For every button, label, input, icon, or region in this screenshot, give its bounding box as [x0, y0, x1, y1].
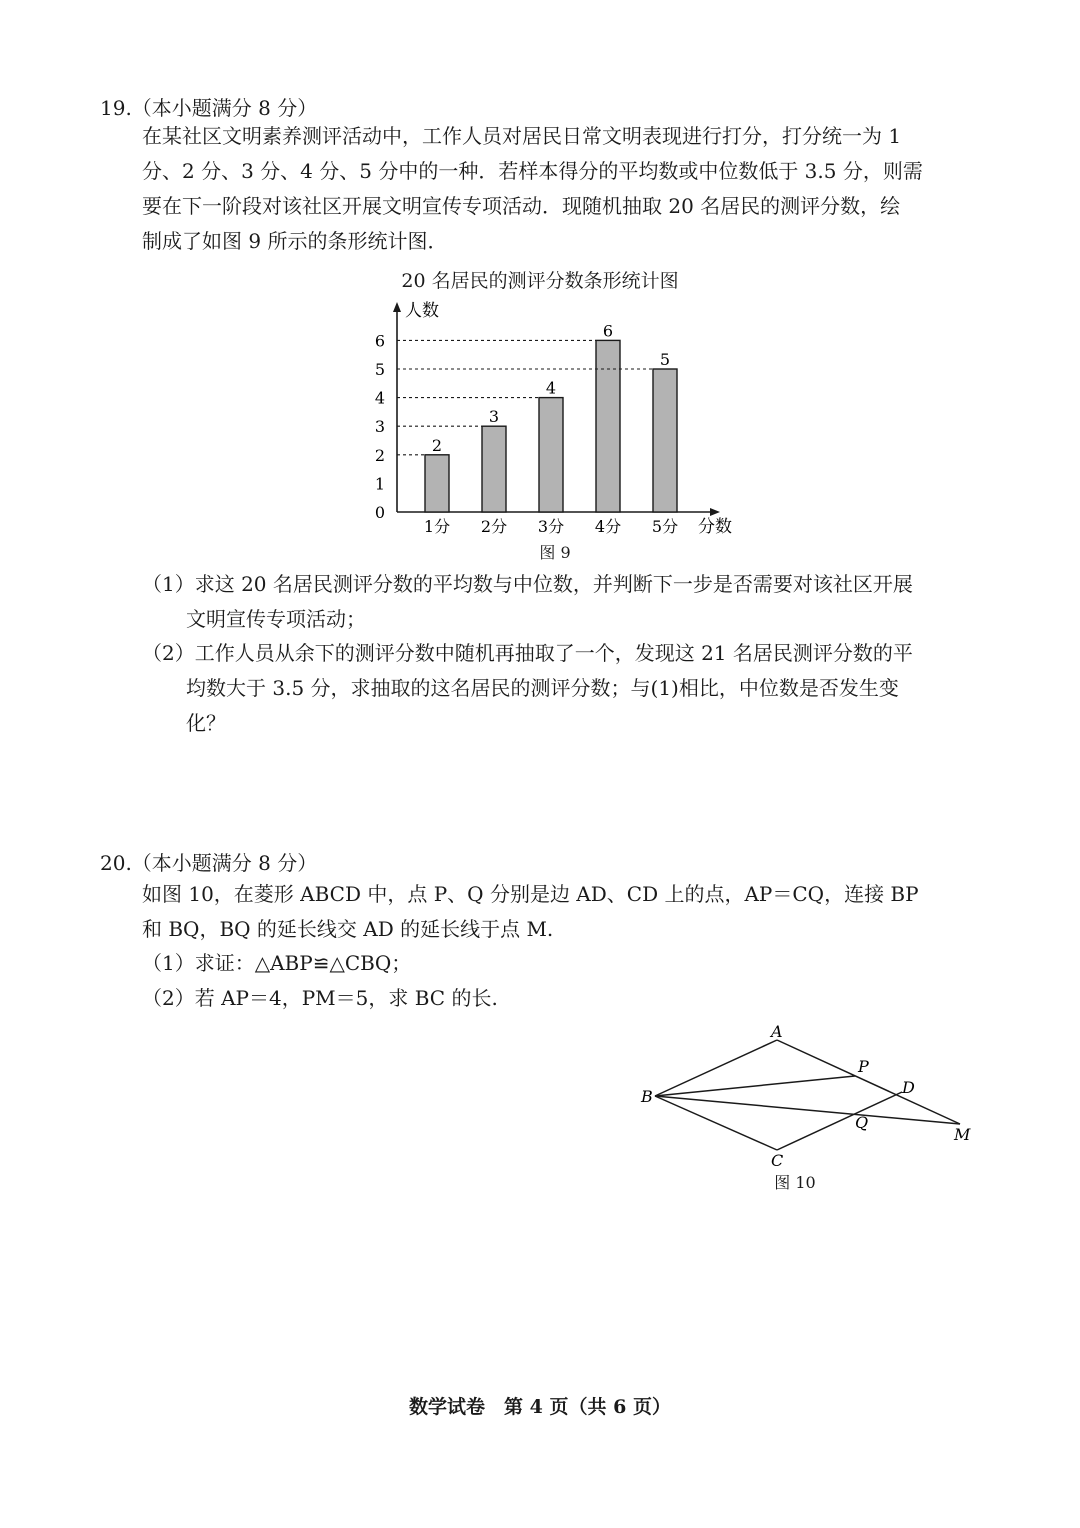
q20-parts [142, 946, 972, 1016]
chart-title: 20 名居民的测评分数条形统计图 [401, 270, 679, 292]
segment-cd [777, 1092, 902, 1150]
point-q-label: Q [855, 1113, 869, 1132]
bar-value-label: 3 [488, 407, 500, 427]
point-p-label: P [858, 1057, 869, 1076]
y-tick-label: 5 [374, 360, 386, 379]
q19-part1-line: 文明宣传专项活动； [186, 607, 366, 631]
bar-value-label: 4 [545, 378, 557, 398]
q19-line: 制成了如图 9 所示的条形统计图． [142, 229, 448, 253]
bar-value-label: 5 [659, 350, 671, 369]
x-tick-label: 2分 [480, 517, 508, 536]
bar [653, 369, 677, 512]
segment-bm [655, 1096, 960, 1124]
x-tick-label: 4分 [594, 517, 622, 536]
y-tick-label: 2 [374, 445, 386, 465]
y-tick-label: 0 [374, 503, 386, 522]
bar [482, 426, 506, 512]
q19-part1 [142, 567, 972, 637]
q20-line: 和 BQ，BQ 的延长线交 AD 的延长线于点 M. [142, 917, 554, 941]
bar [425, 455, 449, 512]
segment-bp [655, 1076, 855, 1096]
q20-part2: （2）若 AP＝4，PM＝5，求 BC 的长. [142, 986, 498, 1010]
bar [539, 398, 563, 512]
x-tick-label: 1分 [423, 517, 451, 536]
q20-stem [142, 877, 972, 947]
segment-ab [655, 1040, 777, 1096]
q19-line: 在某社区文明素养测评活动中，工作人员对居民日常文明表现进行打分，打分统一为 1 [142, 124, 902, 148]
figure-10-caption: 图 10 [774, 1173, 816, 1192]
q20-heading: 20.（本小题满分 8 分） [100, 851, 318, 875]
page-footer: 数学试卷 第 4 页（共 6 页） [409, 1396, 671, 1418]
bar [596, 340, 620, 512]
q19-part2-line: 均数大于 3.5 分，求抽取的这名居民的测评分数；与(1)相比，中位数是否发生变 [186, 676, 899, 700]
y-axis-label: 人数 [405, 301, 439, 321]
point-m-label: M [954, 1125, 971, 1144]
y-tick-label: 4 [374, 388, 386, 408]
point-c-label: C [771, 1151, 784, 1170]
q20-line: 如图 10，在菱形 ABCD 中，点 P、Q 分别是边 AD、CD 上的点，AP＝CQ，连接 BP [142, 882, 919, 906]
q19-part1-line: （1）求这 20 名居民测评分数的平均数与中位数，并判断下一步是否需要对该社区开展 [142, 572, 913, 596]
y-tick-label: 3 [374, 417, 386, 437]
x-tick-label: 5分 [651, 517, 679, 536]
bar-chart [350, 296, 750, 564]
bar-value-label: 2 [431, 435, 443, 455]
y-axis-arrow [393, 302, 401, 312]
x-tick-label: 3分 [537, 517, 565, 536]
q20-part1: （1）求证：△ABP≌△CBQ； [142, 951, 412, 975]
point-d-label: D [902, 1078, 915, 1097]
q19-part2-line: （2）工作人员从余下的测评分数中随机再抽取了一个，发现这 21 名居民测评分数的平 [142, 641, 913, 665]
point-b-label: B [641, 1087, 653, 1106]
q19-line: 要在下一阶段对该社区开展文明宣传专项活动．现随机抽取 20 名居民的测评分数，绘 [142, 194, 901, 218]
q19-stem [142, 119, 972, 259]
figure-9-caption: 图 9 [539, 543, 571, 562]
y-tick-label: 1 [374, 474, 386, 494]
q19-heading: 19.（本小题满分 8 分） [100, 96, 318, 120]
q19-part2 [142, 636, 972, 741]
segment-am [777, 1040, 960, 1124]
segment-bc [655, 1096, 777, 1150]
q19-part2-line: 化？ [186, 711, 226, 735]
x-axis-arrow [710, 508, 720, 516]
point-a-label: A [771, 1022, 783, 1041]
x-axis-label: 分数 [698, 517, 732, 537]
y-tick-label: 6 [374, 331, 386, 351]
bar-value-label: 6 [602, 321, 614, 341]
q19-line: 分、2 分、3 分、4 分、5 分中的一种．若样本得分的平均数或中位数低于 3.5 分，则需 [142, 159, 923, 183]
